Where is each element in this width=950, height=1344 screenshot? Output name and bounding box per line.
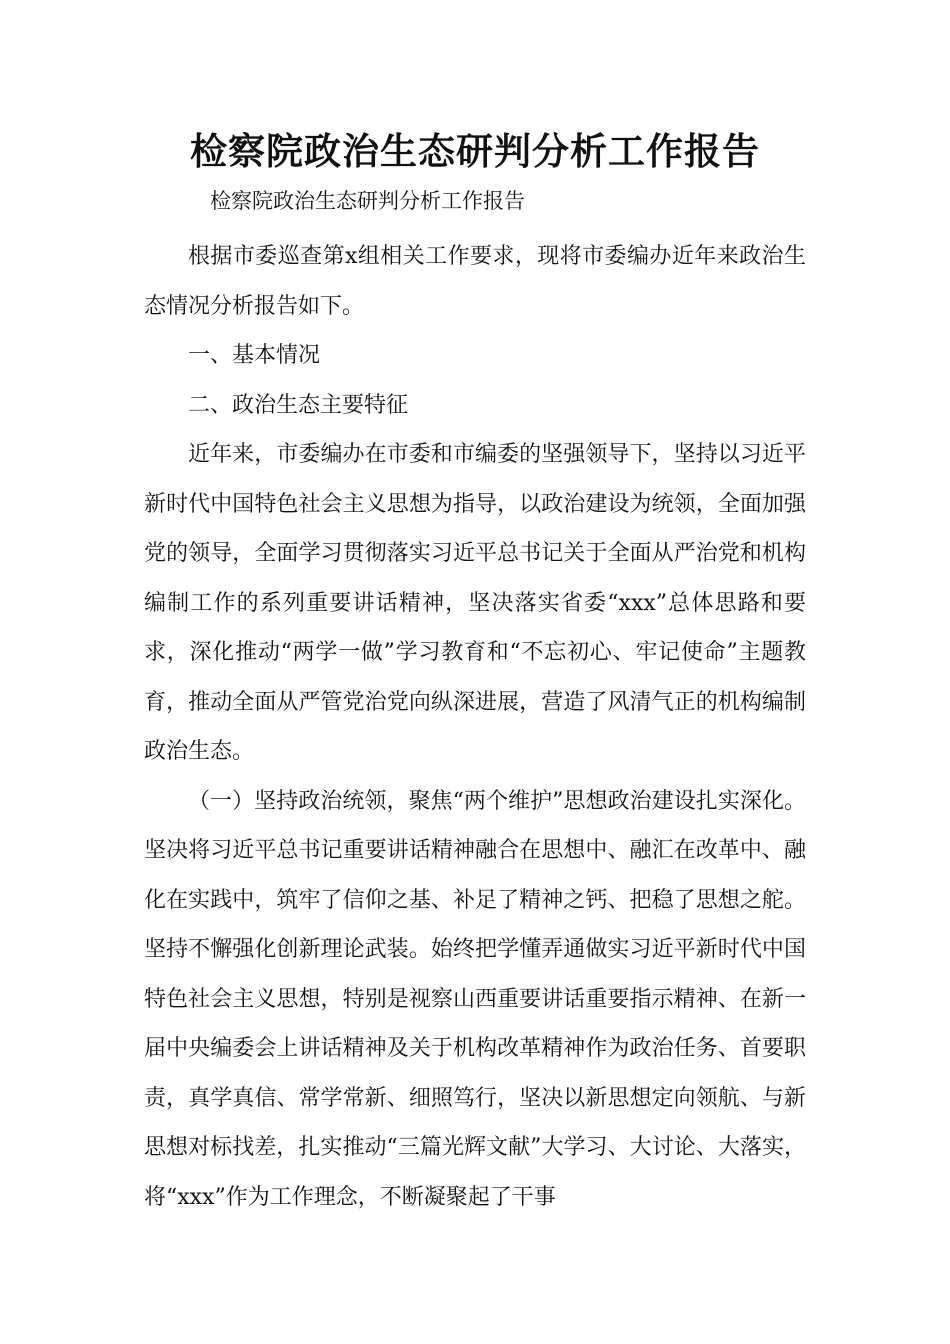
section-heading-main-features: 二、政治生态主要特征 <box>188 392 409 418</box>
document-subtitle: 检察院政治生态研判分析工作报告 <box>210 189 525 213</box>
document-body <box>144 232 806 1222</box>
body-paragraph: （一）坚持政治统领，聚焦“两个维护”思想政治建设扎实深化。坚决将习近平总书记重要讲话精神融合在思想中、融汇在改革中、融化在实践中，筑牢了信仰之基、补足了精神之钙、把稳了思想之舵。坚持不懈强化创新理论武装。始终把学懂弄通做实习近平新时代中国特色社会主义思想，特别是视察山西重要讲话重要指示精神、在新一届中央编委会上讲话精神及关于机构改革精神作为政治任务、首要职责，真学真信、常学常新、细照笃行，坚决以新思想定向领航、与新思想对标找差，扎实推动“三篇光辉文献”大学习、大讨论、大落实，将“xxx”作为工作理念，不断凝聚起了干事 <box>144 788 806 1210</box>
intro-paragraph: 根据市委巡查第x组相关工作要求，现将市委编办近年来政治生态情况分析报告如下。 <box>144 244 806 319</box>
body-paragraph: 近年来，市委编办在市委和市编委的坚强领导下，坚持以习近平新时代中国特色社会主义思想为指导，以政治建设为统领，全面加强党的领导，全面学习贯彻落实习近平总书记关于全面从严治党和机构编制工作的系列重要讲话精神，坚决落实省委“xxx”总体思路和要求，深化推动“两学一做”学习教育和“不忘初心、牢记使命”主题教育，推动全面从严管党治党向纵深进展，营造了风清气正的机构编制政治生态。 <box>144 442 806 764</box>
section-heading-basic-situation: 一、基本情况 <box>188 343 321 368</box>
document-title: 检察院政治生态研判分析工作报告 <box>190 130 760 173</box>
